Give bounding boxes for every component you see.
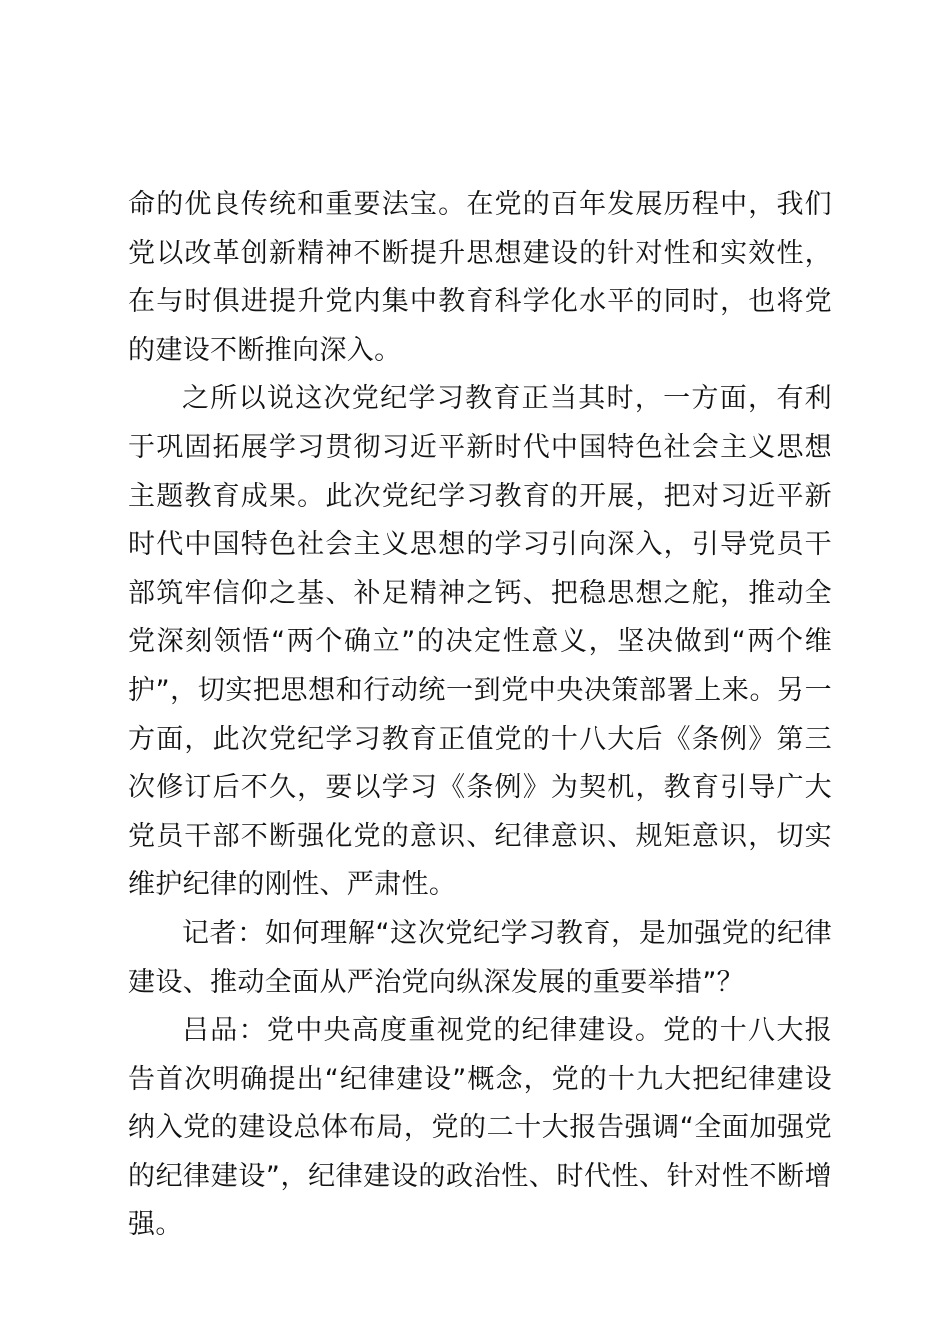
- document-body: [128, 181, 832, 1250]
- paragraph-4-answer: 吕品：党中央高度重视党的纪律建设。党的十八大报告首次明确提出“纪律建设”概念，党的十九大把纪律建设纳入党的建设总体布局，党的二十大报告强调“全面加强党的纪律建设”，纪律建设的政治性、时代性、针对性不断增强。: [128, 1015, 832, 1241]
- paragraph-2: 之所以说这次党纪学习教育正当其时，一方面，有利于巩固拓展学习贯彻习近平新时代中国特色社会主义思想主题教育成果。此次党纪学习教育的开展，把对习近平新时代中国特色社会主义思想的学习引向深入，引导党员干部筑牢信仰之基、补足精神之钙、把稳思想之舵，推动全党深刻领悟“两个确立”的决定性意义，坚决做到“两个维护”，切实把思想和行动统一到党中央决策部署上来。另一方面，此次党纪学习教育正值党的十八大后《条例》第三次修订后不久，要以学习《条例》为契机，教育引导广大党员干部不断强化党的意识、纪律意识、规矩意识，切实维护纪律的刚性、严肃性。: [128, 383, 832, 901]
- paragraph-1: 命的优良传统和重要法宝。在党的百年发展历程中，我们党以改革创新精神不断提升思想建设的针对性和实效性，在与时俱进提升党内集中教育科学化水平的同时，也将党的建设不断推向深入。: [128, 189, 832, 366]
- paragraph-3-question: 记者：如何理解“这次党纪学习教育，是加强党的纪律建设、推动全面从严治党向纵深发展的重要举措”？: [128, 917, 832, 998]
